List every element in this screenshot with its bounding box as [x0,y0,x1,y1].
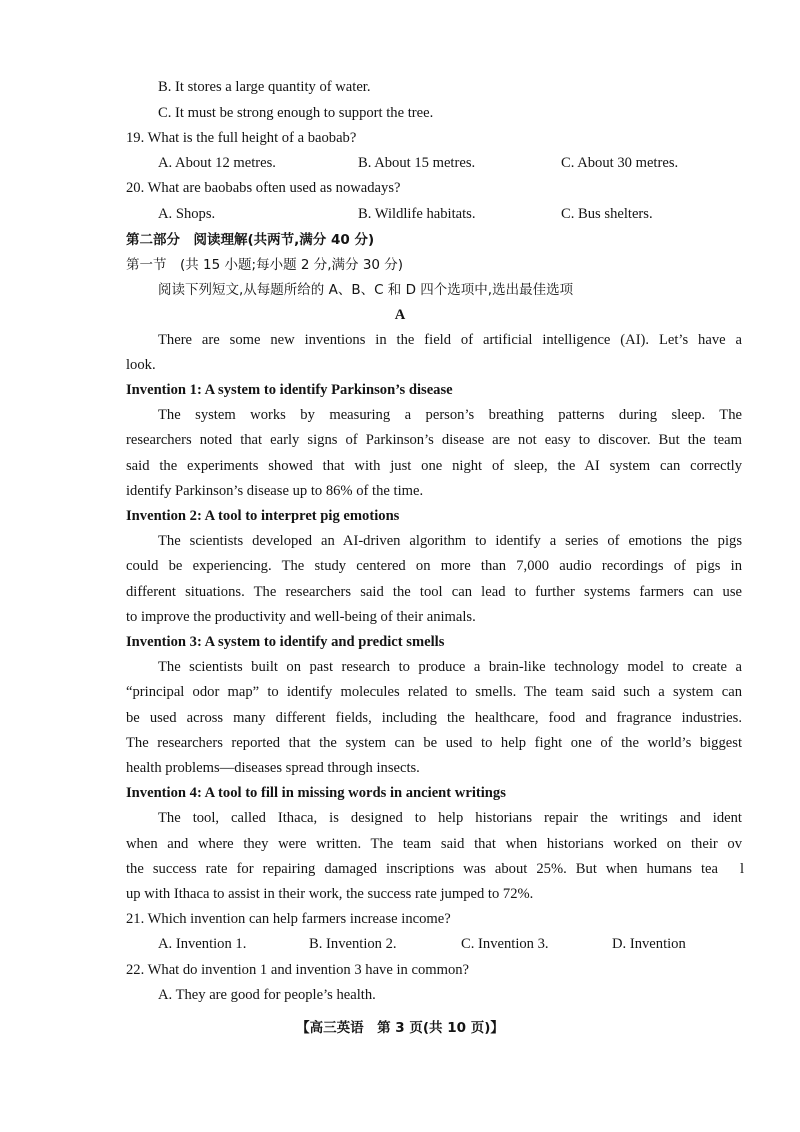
invention-2-line: The scientists developed an AI-driven algorithm to identify a series of emotions the pigs [158,533,742,549]
q19-option-b: B. About 15 metres. [358,155,476,171]
invention-2-line: to improve the productivity and well-being of their animals. [126,609,476,625]
q18-option-b: B. It stores a large quantity of water. [158,79,371,95]
q22-option-a: A. They are good for people’s health. [158,987,376,1003]
passage-intro-line: look. [126,357,156,373]
invention-2-line: could be experiencing. The study centered on more than 7,000 audio recordings of pigs in [126,558,742,574]
section1-title: 第一节 (共 15 小题;每小题 2 分,满分 30 分) [126,257,404,273]
invention-3-title: Invention 3: A system to identify and predict smells [126,634,445,650]
q22-stem: 22. What do invention 1 and invention 3 have in common? [126,962,470,978]
q20-stem: 20. What are baobabs often used as nowadays? [126,180,401,196]
invention-4-line-tail: l [740,861,745,877]
q19-stem: 19. What is the full height of a baobab? [126,130,357,146]
q21-stem: 21. Which invention can help farmers increase income? [126,911,451,927]
invention-1-line: researchers noted that early signs of Parkinson’s disease are not easy to discover. But the team [126,432,742,448]
invention-1-line: said the experiments showed that with just one night of sleep, the AI system can correctly [126,458,742,474]
invention-3-line: The researchers reported that the system can be used to help fight one of the world’s biggest [126,735,742,751]
invention-3-line: The scientists built on past research to produce a brain-like technology model to create a [158,659,742,675]
section1-instruction: 阅读下列短文,从每题所给的 A、B、C 和 D 四个选项中,选出最佳选项 [158,282,574,298]
q20-option-b: B. Wildlife habitats. [358,206,476,222]
invention-3-line: health problems—diseases spread through insects. [126,760,420,776]
q19-option-a: A. About 12 metres. [158,155,276,171]
invention-4-line: the success rate for repairing damaged inscriptions was about 25%. But when humans tea [126,861,718,877]
invention-3-line: be used across many different fields, including the healthcare, food and fragrance industries. [126,710,742,726]
invention-1-line: The system works by measuring a person’s breathing patterns during sleep. The [158,407,742,423]
passage-label: A [394,307,406,323]
invention-4-line: The tool, called Ithaca, is designed to help historians repair the writings and ident [158,810,742,826]
invention-1-line: identify Parkinson’s disease up to 86% of the time. [126,483,424,499]
invention-4-line: up with Ithaca to assist in their work, the success rate jumped to 72%. [126,886,534,902]
q21-option-a: A. Invention 1. [158,936,247,952]
q18-option-c: C. It must be strong enough to support the tree. [158,105,434,121]
invention-1-title: Invention 1: A system to identify Parkinson’s disease [126,382,453,398]
part2-title: 第二部分 阅读理解(共两节,满分 40 分) [126,232,375,248]
invention-4-title: Invention 4: A tool to fill in missing words in ancient writings [126,785,506,801]
passage-intro-line: There are some new inventions in the field of artificial intelligence (AI). Let’s have a [158,332,742,348]
page-footer: 【高三英语 第 3 页(共 10 页)】 [296,1020,504,1036]
q21-option-b: B. Invention 2. [309,936,397,952]
q20-option-c: C. Bus shelters. [561,206,653,222]
q20-option-a: A. Shops. [158,206,216,222]
invention-2-title: Invention 2: A tool to interpret pig emotions [126,508,400,524]
invention-2-line: different situations. The researchers said the tool can lead to further systems farmers can use [126,584,742,600]
q19-option-c: C. About 30 metres. [561,155,679,171]
q21-option-c: C. Invention 3. [461,936,549,952]
invention-4-line: when and where they were written. The team said that when historians worked on their ov [126,836,742,852]
invention-3-line: “principal odor map” to identify molecules related to smells. The team said such a system can [126,684,742,700]
q21-option-d: D. Invention [612,936,686,952]
